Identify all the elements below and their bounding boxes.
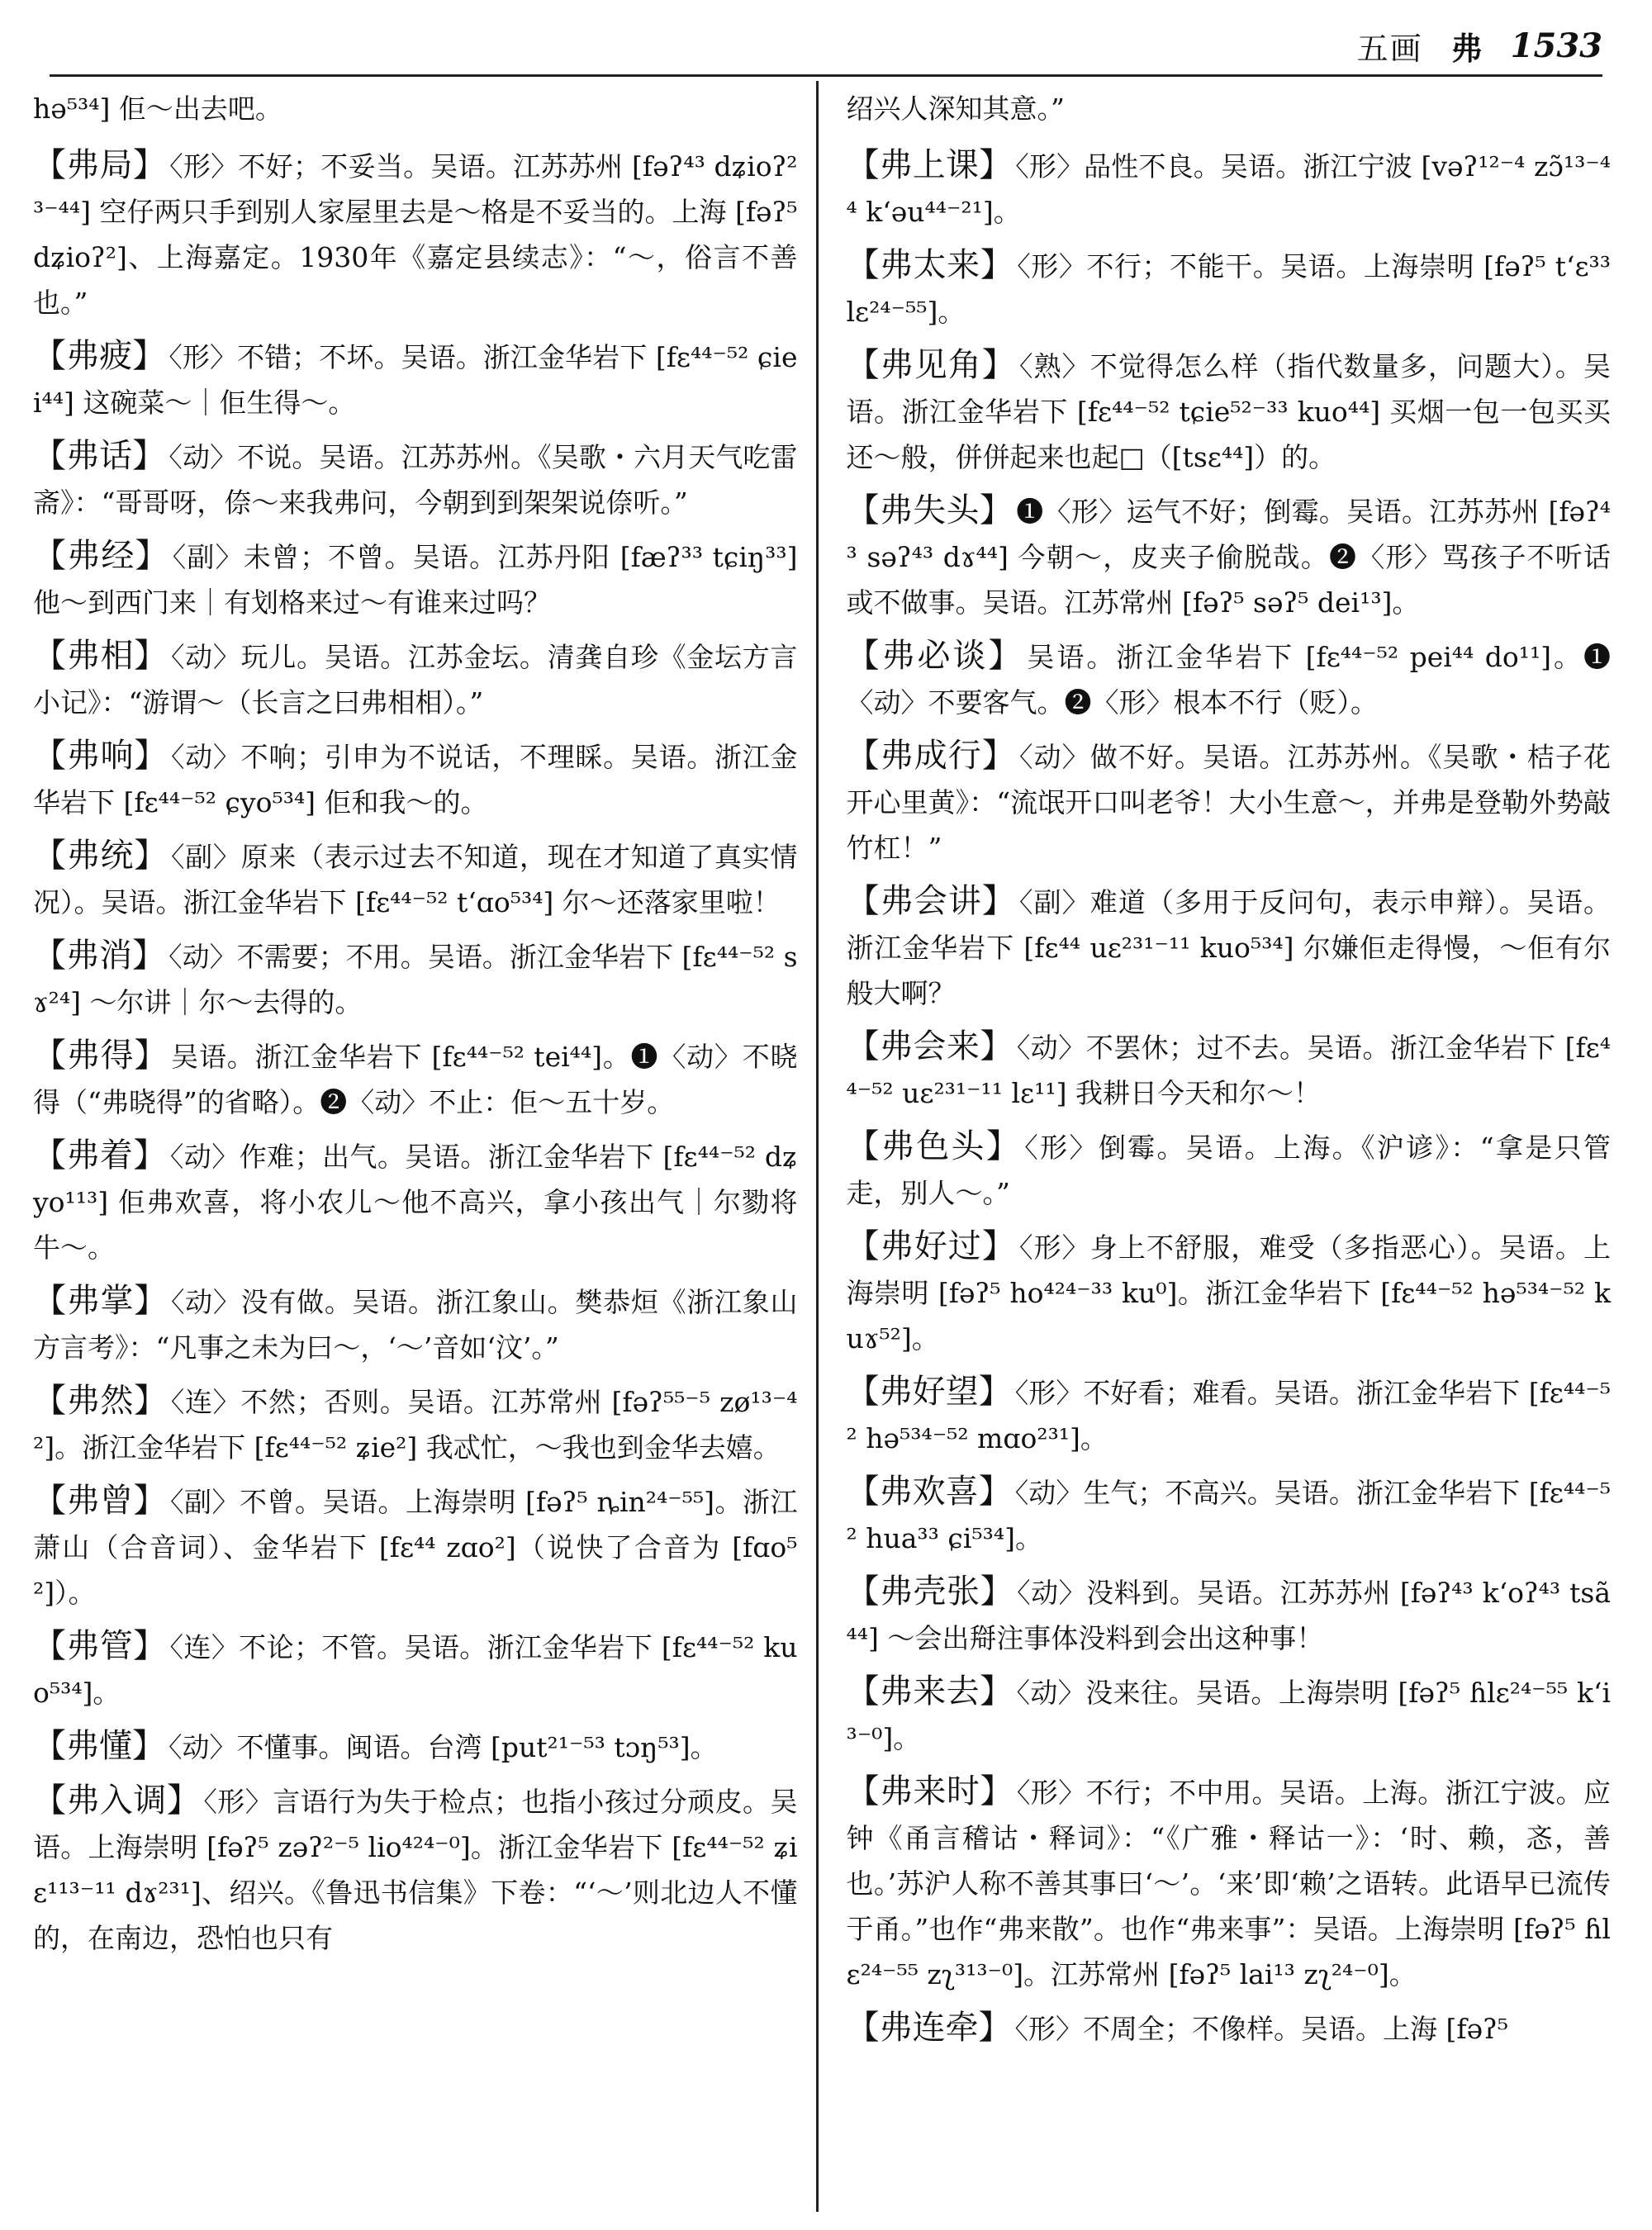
entry-definition: 〈形〉品性不良。吴语。浙江宁波 [vəʔ¹²⁻⁴ zɔ̃¹³⁻⁴⁴ kʻəu⁴⁴⁻²¹]。 <box>846 150 1611 228</box>
entry-definition: 〈熟〉不觉得怎么样（指代数量多，问题大）。吴语。浙江金华岩下 [fɛ⁴⁴⁻⁵² tɕie⁵²⁻³³ kuo⁴⁴] 买烟一包一包买买还～般，併併起来也起□（[tsɛ⁴⁴]）的。 <box>846 350 1612 473</box>
entry-headword: 【弗色头】 <box>846 1127 1022 1165</box>
dictionary-entry <box>33 633 798 725</box>
dictionary-entry <box>33 1133 798 1270</box>
entry-headword: 【弗管】 <box>33 1627 167 1665</box>
entry-headword: 【弗懂】 <box>33 1727 165 1765</box>
dictionary-entry <box>847 343 1612 480</box>
dictionary-entry <box>847 733 1612 871</box>
dictionary-entry <box>33 933 798 1025</box>
entry-definition: 〈形〉身上不舒服，难受（多指恶心）。吴语。上海崇明 [fəʔ⁵ ho⁴²⁴⁻³³ ku⁰]。浙江金华岩下 [fɛ⁴⁴⁻⁵² hə⁵³⁴⁻⁵² kuɤ⁵²]。 <box>846 1231 1612 1355</box>
entry-headword: 【弗局】 <box>33 146 167 184</box>
entry-definition: 〈动〉没料到。吴语。江苏苏州 [fəʔ⁴³ kʻoʔ⁴³ tsã⁴⁴] ～会出搿注事体没料到会出这种事！ <box>846 1577 1611 1654</box>
entry-definition: 〈形〉不行；不中用。吴语。上海。浙江宁波。应钟《甬言稽诂・释词》：“《广雅・释诂一》：‘时、赖，忞，善也。’苏沪人称不善其事曰‘～’。‘来’即‘赖’之语转。此语早已流传于甬。”也作“弗来散”。也作“弗来事”：吴语。上海崇明 [fəʔ⁵ ɦlɛ²⁴⁻⁵⁵ zʅ³¹³⁻⁰]。江苏常州 [fəʔ⁵ lai¹³ zʅ²⁴⁻⁰]。 <box>846 1777 1612 1990</box>
dictionary-entry <box>33 1624 798 1715</box>
entry-definition: 〈形〉不行；不能干。吴语。上海崇明 [fəʔ⁵ tʻɛ³³ lɛ²⁴⁻⁵⁵]。 <box>846 250 1612 328</box>
entry-headword: 【弗会来】 <box>846 1027 1014 1065</box>
right-column <box>819 81 1630 2212</box>
entry-definition: 〈动〉作难；出气。吴语。浙江金华岩下 [fɛ⁴⁴⁻⁵² dʑyo¹¹³] 佢弗欢喜，将小农儿～他不高兴，拿小孩出气｜尔勠将牛～。 <box>33 1141 798 1264</box>
entry-headword: 【弗失头】 <box>846 491 1014 529</box>
dictionary-entry <box>847 143 1612 235</box>
dictionary-entry <box>33 833 798 925</box>
entry-definition: 〈动〉不罢休；过不去。吴语。浙江金华岩下 [fɛ⁴⁴⁻⁵² uɛ²³¹⁻¹¹ lɛ¹¹] 我耕日今天和尔～！ <box>846 1032 1611 1109</box>
page-header <box>50 17 1602 77</box>
dictionary-entry <box>33 534 798 625</box>
entry-headword: 【弗掌】 <box>33 1282 168 1320</box>
entry-headword: 【弗欢喜】 <box>846 1473 1012 1511</box>
entry-headword: 【弗相】 <box>33 637 168 675</box>
dictionary-entry <box>33 86 798 131</box>
entry-definition: 〈动〉生气；不高兴。吴语。浙江金华岩下 [fɛ⁴⁴⁻⁵² hua³³ ɕi⁵³⁴]。 <box>846 1477 1612 1554</box>
entry-definition: 〈连〉不然；否则。吴语。江苏常州 [fəʔ⁵⁵⁻⁵ zø¹³⁻⁴²]。浙江金华岩下 [fɛ⁴⁴⁻⁵² ʑie²] 我忒忙，～我也到金华去嬉。 <box>33 1386 798 1464</box>
dictionary-entry <box>33 434 798 525</box>
dictionary-entry <box>33 1378 798 1470</box>
dictionary-entry <box>847 1369 1612 1461</box>
dictionary-entry <box>847 633 1612 725</box>
entry-definition: 绍兴人深知其意。” <box>846 93 1065 125</box>
entry-definition: 〈动〉不响；引申为不说话，不理睬。吴语。浙江金华岩下 [fɛ⁴⁴⁻⁵² ɕyo⁵³⁴] 佢和我～的。 <box>33 741 798 818</box>
entry-definition: 〈副〉未曾；不曾。吴语。江苏丹阳 [fæʔ³³ tɕiŋ³³] 他～到西门来｜有划格来过～有谁来过吗？ <box>33 541 798 619</box>
entry-headword: 【弗经】 <box>33 537 169 575</box>
entry-definition: 〈形〉言语行为失于检点；也指小孩过分顽皮。吴语。上海崇明 [fəʔ⁵ zəʔ²⁻⁵ lio⁴²⁴⁻⁰]。浙江金华岩下 [fɛ⁴⁴⁻⁵² ʑiɛ¹¹³⁻¹¹ dɤ²³¹]、绍兴。《鲁迅书信集》下卷：“‘～’则北边人不懂的，在南边，恐怕也只有 <box>33 1786 798 1954</box>
entry-headword: 【弗来时】 <box>846 1772 1014 1810</box>
dictionary-entry <box>847 1224 1612 1361</box>
entry-headword: 【弗连牵】 <box>846 2009 1012 2047</box>
entry-headword: 【弗响】 <box>33 737 168 775</box>
entry-headword: 【弗疲】 <box>33 337 166 375</box>
entry-definition: 〈形〉不好看；难看。吴语。浙江金华岩下 [fɛ⁴⁴⁻⁵² hə⁵³⁴⁻⁵² mɑo²³¹]。 <box>846 1377 1612 1454</box>
entry-headword: 【弗然】 <box>33 1382 168 1420</box>
dictionary-entry <box>847 1569 1612 1661</box>
entry-definition: 〈副〉不曾。吴语。上海崇明 [fəʔ⁵ ȵin²⁴⁻⁵⁵]。浙江萧山（合音词）、金华岩下 [fɛ⁴⁴ zɑo²]（说快了合音为 [fɑo⁵²]）。 <box>33 1486 798 1609</box>
entry-definition: 〈连〉不论；不管。吴语。浙江金华岩下 [fɛ⁴⁴⁻⁵² kuo⁵³⁴]。 <box>33 1631 798 1709</box>
entry-definition: 〈动〉不需要；不用。吴语。浙江金华岩下 [fɛ⁴⁴⁻⁵² sɤ²⁴] ～尔讲｜尔～去得的。 <box>33 941 798 1018</box>
dictionary-entry <box>847 2005 1612 2052</box>
entry-headword: 【弗消】 <box>33 937 166 975</box>
entry-headword: 【弗得】 <box>33 1037 169 1075</box>
entry-definition: 〈动〉不说。吴语。江苏苏州。《吴歌・六月天气吃雷斋》：“哥哥呀，倷～来我弗问，今朝到到架架说倷听。” <box>33 441 798 519</box>
entry-headword: 【弗话】 <box>33 437 166 475</box>
dictionary-entry <box>847 488 1612 625</box>
entry-definition: 〈动〉没来往。吴语。上海崇明 [fəʔ⁵ ɦlɛ²⁴⁻⁵⁵ kʻi³⁻⁰]。 <box>846 1677 1611 1754</box>
entry-headword: 【弗上课】 <box>846 146 1013 184</box>
entry-headword: 【弗统】 <box>33 837 168 875</box>
entry-definition: 〈形〉不周全；不像样。吴语。上海 [fəʔ⁵ <box>1014 2013 1509 2045</box>
dictionary-entry <box>847 1769 1612 1997</box>
entry-definition: hə⁵³⁴] 佢～出去吧。 <box>33 93 282 125</box>
entry-definition: 吴语。浙江金华岩下 [fɛ⁴⁴⁻⁵² pei⁴⁴ do¹¹]。❶〈动〉不要客气。❷〈形〉根本不行（贬）。 <box>846 641 1611 719</box>
entry-definition: 〈动〉玩儿。吴语。江苏金坛。清龚自珍《金坛方言小记》：“游谓～（长言之曰弗相相）。” <box>33 641 798 719</box>
dictionary-entry <box>847 879 1612 1016</box>
entry-definition: 〈形〉不好；不妥当。吴语。江苏苏州 [fəʔ⁴³ dʑioʔ²³⁻⁴⁴] 空仔两只手到别人家屋里去是～格是不妥当的。上海 [fəʔ⁵ dʑioʔ²]、上海嘉定。1930年《嘉定县续志》：“～，俗言不善也。” <box>33 150 798 319</box>
dictionary-entry <box>33 1778 798 1961</box>
entry-headword: 【弗好过】 <box>846 1227 1016 1265</box>
dictionary-entry <box>33 1033 798 1125</box>
entry-headword: 【弗曾】 <box>33 1482 168 1520</box>
entry-headword: 【弗会讲】 <box>846 882 1016 920</box>
dictionary-entry <box>33 733 798 825</box>
entry-definition: ❶〈形〉运气不好；倒霉。吴语。江苏苏州 [fəʔ⁴³ səʔ⁴³ dɤ⁴⁴] 今朝～，皮夹子偷脱哉。❷〈形〉骂孩子不听话或不做事。吴语。江苏常州 [fəʔ⁵ səʔ⁵ dei¹³]。 <box>846 496 1612 619</box>
entry-definition: 〈形〉倒霉。吴语。上海。《沪谚》：“拿是只管走，别人～。” <box>846 1132 1612 1209</box>
entry-headword: 【弗壳张】 <box>846 1573 1014 1611</box>
entry-definition: 〈动〉不懂事。闽语。台湾 [put²¹⁻⁵³ tɔŋ⁵³]。 <box>169 1731 718 1763</box>
left-column <box>23 81 819 2212</box>
dictionary-entry <box>33 1724 798 1770</box>
header-character: 弗 <box>1450 29 1483 67</box>
dictionary-entry <box>847 1024 1612 1116</box>
dictionary-entry <box>847 1124 1612 1216</box>
entry-definition: 吴语。浙江金华岩下 [fɛ⁴⁴⁻⁵² tei⁴⁴]。❶〈动〉不晓得（“弗晓得”的省略）。❷〈动〉不止：佢～五十岁。 <box>33 1041 798 1118</box>
dictionary-entry <box>33 1478 798 1616</box>
entry-headword: 【弗成行】 <box>846 737 1016 775</box>
entry-definition: 〈副〉难道（多用于反问句，表示申辩）。吴语。浙江金华岩下 [fɛ⁴⁴ uɛ²³¹⁻¹¹ kuo⁵³⁴] 尔嫌佢走得慢，～佢有尔般大啊？ <box>846 886 1612 1009</box>
dictionary-entry <box>847 1469 1612 1561</box>
entry-headword: 【弗入调】 <box>33 1782 201 1820</box>
dictionary-entry <box>847 243 1612 334</box>
entry-definition: 〈动〉做不好。吴语。江苏苏州。《吴歌・桔子花开心里黄》：“流氓开口叫老爷！大小生意～，并弗是登勒外势敲竹杠！” <box>846 741 1612 864</box>
entry-definition: 〈动〉没有做。吴语。浙江象山。樊恭烜《浙江象山方言考》：“凡事之未为曰～，‘～’音如‘汶’。” <box>33 1286 798 1364</box>
entry-definition: 〈形〉不错；不坏。吴语。浙江金华岩下 [fɛ⁴⁴⁻⁵² ɕiei⁴⁴] 这碗菜～｜佢生得～。 <box>33 341 798 419</box>
entry-definition: 〈副〉原来（表示过去不知道，现在才知道了真实情况）。吴语。浙江金华岩下 [fɛ⁴⁴⁻⁵² tʻɑo⁵³⁴] 尔～还落家里啦！ <box>33 841 798 918</box>
dictionary-entry <box>847 1669 1612 1761</box>
dictionary-entry <box>33 143 798 325</box>
entry-headword: 【弗太来】 <box>846 246 1014 284</box>
dictionary-columns <box>23 81 1629 2212</box>
entry-headword: 【弗好望】 <box>846 1373 1012 1411</box>
dictionary-entry <box>33 334 798 425</box>
dictionary-entry <box>847 86 1612 131</box>
header-section: 五画 <box>1356 30 1423 67</box>
entry-headword: 【弗见角】 <box>846 346 1016 384</box>
entry-headword: 【弗必谈】 <box>846 637 1024 675</box>
page-number: 1533 <box>1510 26 1602 65</box>
dictionary-entry <box>33 1279 798 1370</box>
entry-headword: 【弗来去】 <box>846 1672 1014 1710</box>
entry-headword: 【弗着】 <box>33 1136 167 1174</box>
